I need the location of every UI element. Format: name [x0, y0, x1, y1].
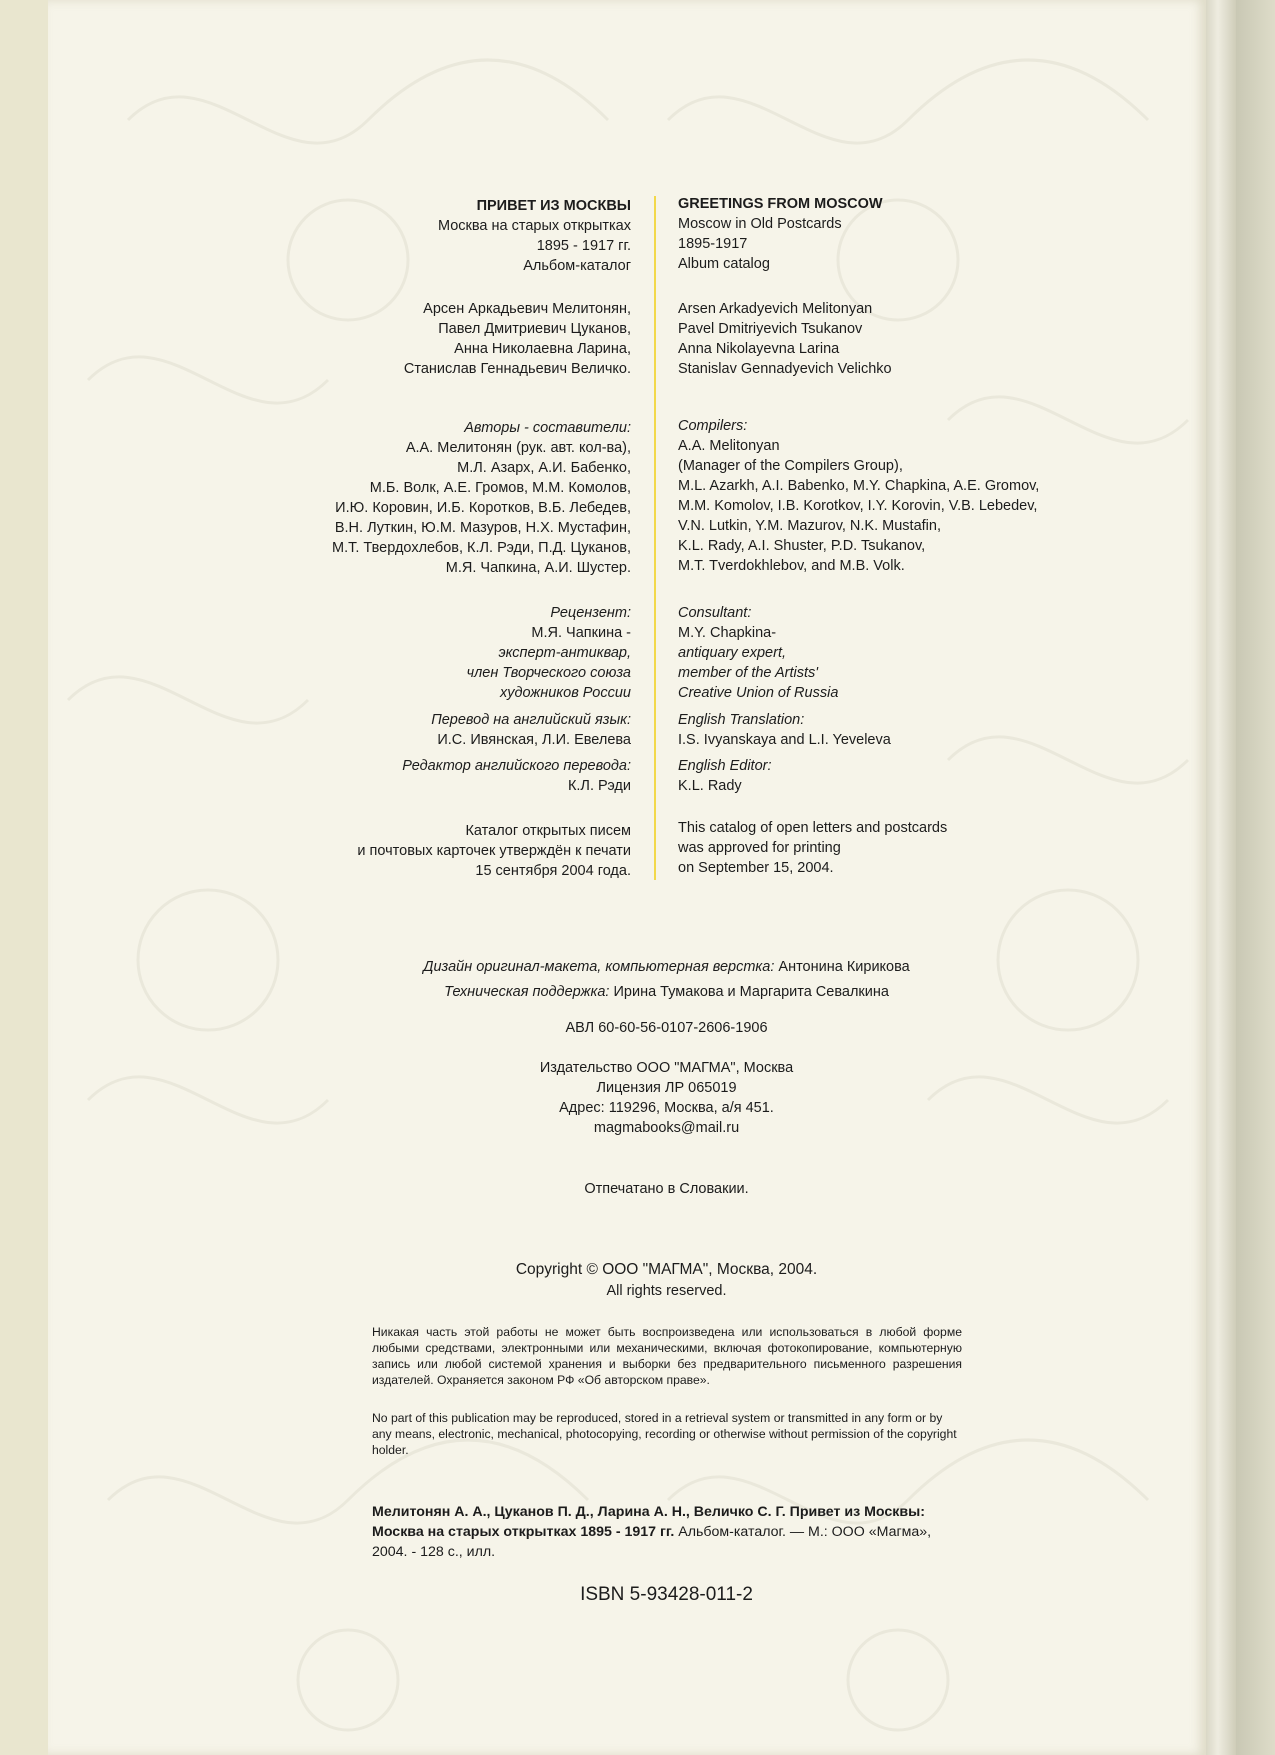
en-compiler-line: V.N. Lutkin, Y.M. Mazurov, N.K. Mustafin, [678, 518, 941, 534]
ru-author: Станислав Геннадьевич Величко. [403, 361, 631, 377]
ru-compiler-line: А.А. Мелитонян (рук. авт. кол-ва), [405, 440, 631, 456]
biblio-details: Альбом-каталог. — М.: ООО «Магма», 2004. - 128 с., илл. [372, 1524, 932, 1560]
page-edge [1206, 0, 1236, 1755]
ru-author: Анна Николаевна Ларина, [454, 341, 631, 357]
en-compiler-line: (Manager of the Compilers Group), [678, 458, 903, 474]
ru-compiler-line: И.Ю. Коровин, И.Б. Коротков, В.Б. Лебедев, [335, 500, 631, 516]
en-approval-line: on September 15, 2004. [678, 860, 834, 876]
en-consultant [678, 603, 1098, 703]
ru-subtitle-line: Москва на старых открытках [437, 218, 631, 234]
en-translation [678, 710, 1098, 750]
column-divider [654, 196, 656, 880]
ru-reviewer-role: художников России [500, 685, 631, 701]
ru-approval-line: Каталог открытых писем [465, 823, 631, 839]
support-label: Техническая поддержка: [444, 984, 610, 1000]
en-consultant-label: Consultant: [678, 605, 752, 621]
ru-compilers-label: Авторы - составители: [464, 420, 631, 436]
en-consultant-role: member of the Artists' [678, 665, 819, 681]
design-value: Антонина Кирикова [774, 959, 910, 975]
en-title: GREETINGS FROM MOSCOW [678, 196, 883, 212]
en-authors [678, 299, 1098, 379]
ru-reviewer-role: эксперт-антиквар, [498, 645, 631, 661]
ru-translation [301, 710, 631, 750]
support-credit [0, 982, 1275, 1002]
ru-compiler-line: М.Б. Волк, А.Е. Громов, М.М. Комолов, [369, 480, 631, 496]
design-credit [0, 957, 1275, 977]
ru-reviewer-name: М.Я. Чапкина - [531, 625, 631, 641]
en-author: Pavel Dmitriyevich Tsukanov [678, 321, 863, 337]
publisher-block [0, 1058, 1275, 1138]
en-translation-label: English Translation: [678, 712, 805, 728]
notice-en: No part of this publication may be reproduced, stored in a retrieval system or transmitted in any form or by any means, electronic, mechanical, photocopying, recording or otherwise without permission of the copyright holder. [372, 1411, 957, 1457]
ru-reviewer [301, 603, 631, 703]
avl-code: АВЛ 60-60-56-0107-2606-1906 [565, 1020, 768, 1036]
publisher-email: magmabooks@mail.ru [593, 1120, 740, 1136]
ru-title-block [301, 196, 631, 276]
en-title-block [678, 194, 1098, 274]
design-label: Дизайн оригинал-макета, компьютерная верстка: [423, 959, 775, 975]
en-approval-line: was approved for printing [678, 840, 841, 856]
ru-reviewer-role: член Творческого союза [466, 665, 631, 681]
ru-approval-line: и почтовых карточек утверждён к печати [357, 843, 631, 859]
en-author: Arsen Arkadyevich Melitonyan [678, 301, 873, 317]
ru-subtitle-line: Альбом-каталог [523, 258, 631, 274]
publisher-line: Адрес: 119296, Москва, а/я 451. [559, 1100, 774, 1116]
en-subtitle-line: Album catalog [678, 256, 770, 272]
en-editor-label: English Editor: [678, 758, 772, 774]
en-compiler-line: A.A. Melitonyan [678, 438, 780, 454]
en-consultant-role: Creative Union of Russia [678, 685, 839, 701]
en-subtitle-line: 1895-1917 [678, 236, 748, 252]
publisher-line: Лицензия ЛР 065019 [596, 1080, 737, 1096]
en-consultant-name: M.Y. Chapkina- [678, 625, 777, 641]
en-translation-value: I.S. Ivyanskaya and L.I. Yeveleva [678, 732, 891, 748]
ru-compiler-line: М.Л. Азарх, А.И. Бабенко, [457, 460, 631, 476]
en-author: Anna Nikolayevna Larina [678, 341, 840, 357]
copyright: Copyright © ООО "МАГМА", Москва, 2004. [515, 1261, 818, 1278]
bibliographic-record [372, 1502, 962, 1562]
ru-author: Арсен Аркадьевич Мелитонян, [423, 301, 631, 317]
book-edge [1236, 0, 1275, 1755]
ru-editor-value: К.Л. Рэди [567, 778, 631, 794]
ru-compiler-line: М.Я. Чапкина, А.И. Шустер. [445, 560, 631, 576]
en-editor [678, 756, 1098, 796]
ru-title: ПРИВЕТ ИЗ МОСКВЫ [476, 198, 631, 214]
ru-editor-label: Редактор английского перевода: [402, 758, 631, 774]
ru-translation-value: И.С. Ивянская, Л.И. Евелева [437, 732, 631, 748]
en-author: Stanislav Gennadyevich Velichko [678, 361, 892, 377]
ru-reviewer-label: Рецензент: [550, 605, 631, 621]
ru-editor [301, 756, 631, 796]
en-compiler-line: K.L. Rady, A.I. Shuster, P.D. Tsukanov, [678, 538, 926, 554]
en-compilers-label: Compilers: [678, 418, 748, 434]
en-compiler-line: M.M. Komolov, I.B. Korotkov, I.Y. Korovin, V.B. Lebedev, [678, 498, 1038, 514]
ru-compilers [301, 418, 631, 578]
notice-ru: Никакая часть этой работы не может быть воспроизведена или использоваться в любой форме любыми средствами, электронными или механическими, включая фотокопирование, компьютерную запись или любой системой хранения и выборки без предварительного письменного разрешения издателей. Охраняется законом РФ «Об авторском праве». [372, 1325, 962, 1387]
ru-compiler-line: М.Т. Твердохлебов, К.Л. Рэди, П.Д. Цуканов, [331, 540, 631, 556]
ru-authors [301, 299, 631, 379]
biblio-authors-title: Мелитонян А. А., Цуканов П. Д., Ларина А. Н., Величко С. Г. Привет из Москвы: Москва на старых открытках 1895 - 1917 гг. [372, 1504, 925, 1540]
en-approval-line: This catalog of open letters and postcards [678, 820, 948, 836]
ru-translation-label: Перевод на английский язык: [431, 712, 631, 728]
isbn: ISBN 5-93428-011-2 [580, 1584, 753, 1605]
publisher-line: Издательство ООО "МАГМА", Москва [539, 1060, 794, 1076]
en-compilers [678, 416, 1098, 576]
en-approval [678, 818, 1098, 878]
printed-in: Отпечатано в Словакии. [584, 1181, 749, 1197]
ru-compiler-line: В.Н. Луткин, Ю.М. Мазуров, Н.Х. Мустафин, [334, 520, 631, 536]
ru-approval-line: 15 сентября 2004 года. [475, 863, 631, 879]
en-compiler-line: M.T. Tverdokhlebov, and M.B. Volk. [678, 558, 905, 574]
support-value: Ирина Тумакова и Маргарита Севалкина [609, 984, 889, 1000]
en-subtitle-line: Moscow in Old Postcards [678, 216, 842, 232]
ru-approval [301, 821, 631, 881]
all-rights: All rights reserved. [606, 1283, 727, 1299]
en-consultant-role: antiquary expert, [678, 645, 787, 661]
en-compiler-line: M.L. Azarkh, A.I. Babenko, M.Y. Chapkina, A.E. Gromov, [678, 478, 1040, 494]
ru-subtitle-line: 1895 - 1917 гг. [536, 238, 631, 254]
en-editor-value: K.L. Rady [678, 778, 742, 794]
ru-author: Павел Дмитриевич Цуканов, [438, 321, 631, 337]
